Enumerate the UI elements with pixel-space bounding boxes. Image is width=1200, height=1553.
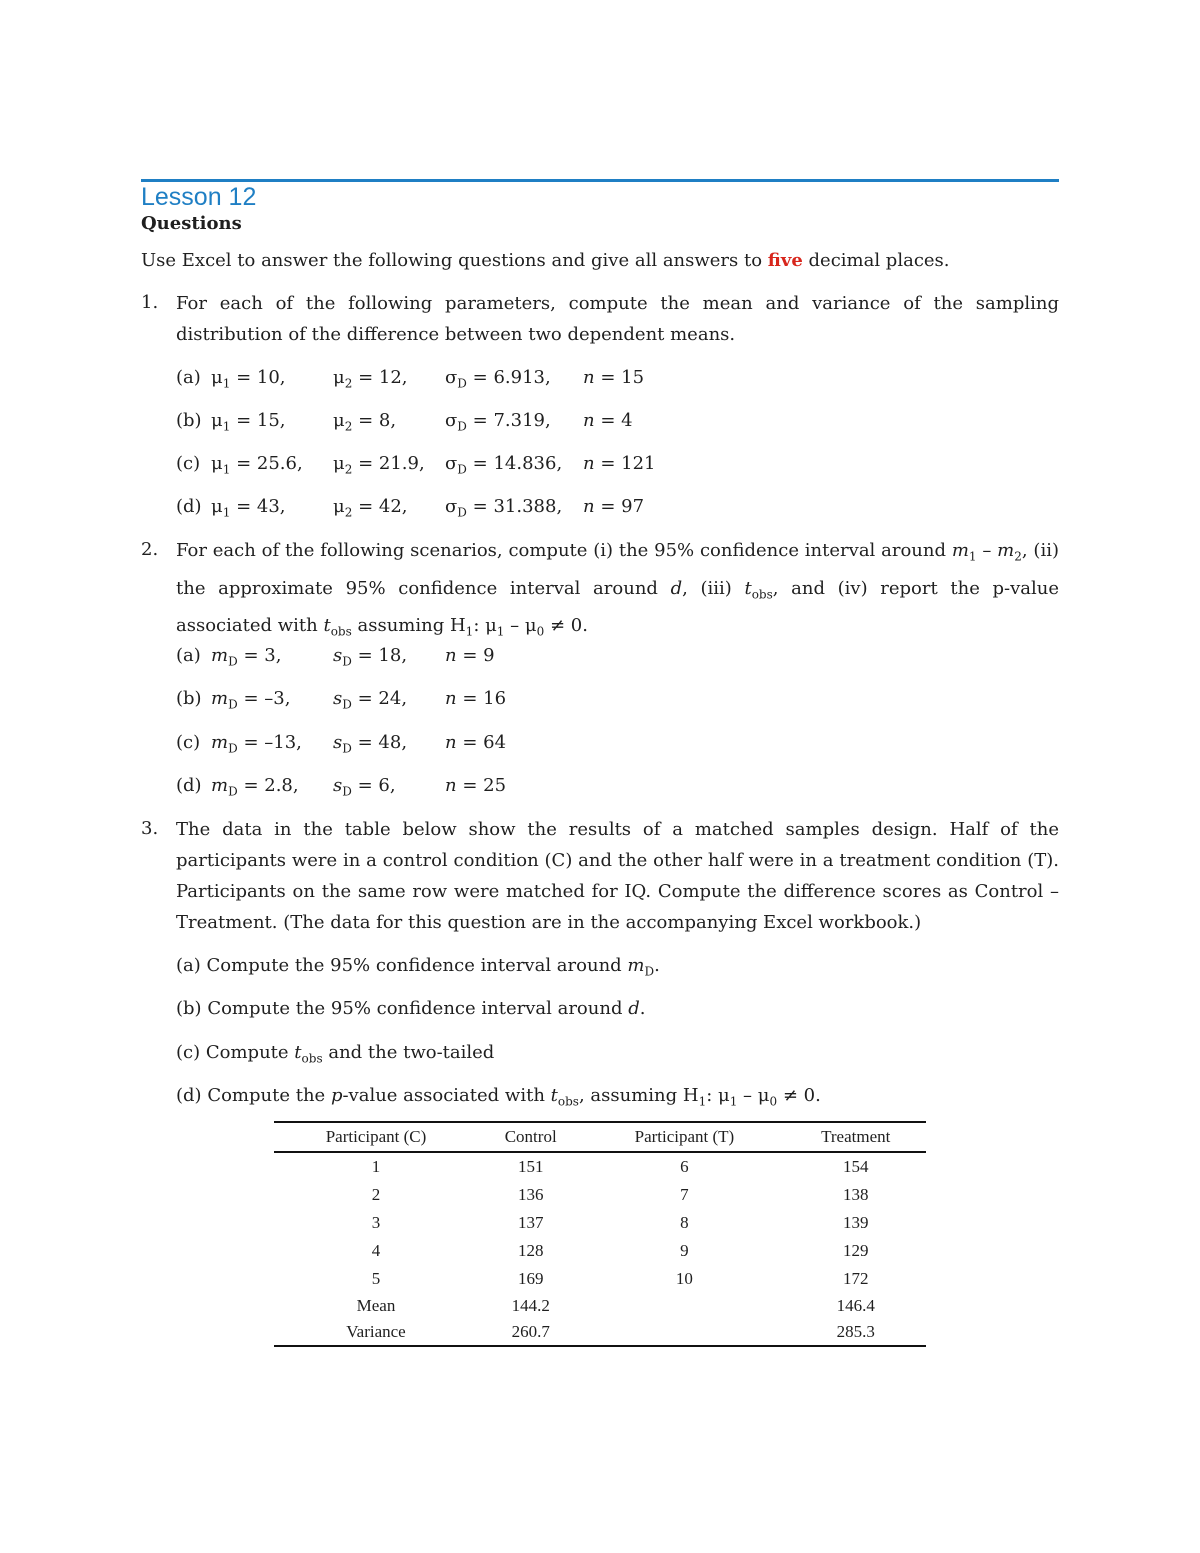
q1-mu1: $\mu_1 = 43$, <box>211 496 286 520</box>
table-cell: 7 <box>680 1185 689 1204</box>
q1-n: n = 4 <box>583 410 633 431</box>
q1-mu2: $\mu_2 = 8$, <box>333 410 397 434</box>
q2-sD: $s_D = 48$, <box>333 732 408 756</box>
table-cell: 146.4 <box>836 1296 875 1315</box>
table-cell: 128 <box>517 1241 544 1260</box>
table-cell: 3 <box>371 1213 381 1232</box>
q1-n: n = 15 <box>583 367 645 388</box>
table-row <box>274 1209 926 1237</box>
q2-n: n = 9 <box>445 645 495 666</box>
q1-item-label: (a) <box>176 367 201 388</box>
q1-n: n = 97 <box>583 496 645 517</box>
table-cell: 151 <box>517 1157 544 1176</box>
question-1-number: 1. <box>141 292 159 313</box>
q1-mu2: $\mu_2 = 21.9$, <box>333 453 425 477</box>
q2-mD: $m_D = 2.8$, <box>211 775 299 799</box>
table-cell: 260.7 <box>511 1322 550 1341</box>
header-rule <box>141 179 1059 182</box>
matched-samples-table <box>274 1121 926 1347</box>
table-row <box>274 1265 926 1293</box>
q1-item-label: (c) <box>176 453 201 474</box>
table-cell: 169 <box>517 1269 544 1288</box>
q1-item-label: (b) <box>176 410 202 431</box>
table-summary-row-mean <box>274 1293 926 1319</box>
q1-item-label: (d) <box>176 496 202 517</box>
table-row <box>274 1152 926 1181</box>
q3-item-b: (b) Compute the 95% confidence interval around d. <box>176 998 646 1019</box>
table-cell: 2 <box>371 1185 381 1204</box>
question-1-text: For each of the following parameters, compute the mean and variance of the sampling distribution of the difference between two dependent means. <box>176 293 1059 345</box>
table-cell: Mean <box>356 1296 396 1315</box>
q3-item-c: (c) Compute $t_{obs}$ and the two-tailed <box>176 1042 495 1066</box>
q1-n: n = 121 <box>583 453 656 474</box>
questions-heading: Questions <box>141 213 242 234</box>
q2-mD: $m_D = -3$, <box>211 688 291 712</box>
lesson-title: Lesson 12 <box>141 183 257 211</box>
table-cell: 6 <box>680 1157 689 1176</box>
q1-mu1: $\mu_1 = 15$, <box>211 410 286 434</box>
table-cell: 129 <box>842 1241 869 1260</box>
q2-mD: $m_D = 3$, <box>211 645 282 669</box>
table-cell: 10 <box>675 1269 693 1288</box>
q2-sD: $s_D = 18$, <box>333 645 408 669</box>
q2-sD: $s_D = 24$, <box>333 688 408 712</box>
q1-sigma: $\sigma_D = 7.319$, <box>445 410 551 434</box>
table-cell: 154 <box>842 1157 869 1176</box>
question-3-text: The data in the table below show the results of a matched samples design. Half of the participants were in a control condition (C) and the other half were in a treatment condition (T). Participants on the same row were matched for IQ. Compute the difference scores as Control – Treatment. (The data for this question are in the accompanying Excel workbook.) <box>176 819 1059 933</box>
q2-item-label: (c) <box>176 732 201 753</box>
table-cell: 139 <box>842 1213 869 1232</box>
q1-mu1: $\mu_1 = 10$, <box>211 367 286 391</box>
q1-sigma: $\sigma_D = 31.388$, <box>445 496 563 520</box>
question-2-text: For each of the following scenarios, compute (i) the 95% confidence interval around $m_1 - m_2$, (ii) the approximate 95% confidence interval around d, (iii) $t_{obs}$, and (iv) report the p-value associated with $t_{obs}$ assuming $H_1$: $\mu_1 - \mu_0 \ne 0$. <box>176 540 1060 639</box>
table-cell: 172 <box>842 1269 869 1288</box>
table-cell: 9 <box>680 1241 689 1260</box>
table-cell: 1 <box>371 1157 381 1176</box>
q2-mD: $m_D = -13$, <box>211 732 302 756</box>
table-cell: 4 <box>371 1241 381 1260</box>
table-cell <box>583 1293 785 1319</box>
table-header-row <box>274 1122 926 1152</box>
column-header: Participant (C) <box>274 1122 478 1152</box>
column-header: Treatment <box>785 1122 926 1152</box>
q2-item-label: (d) <box>176 775 202 796</box>
five-highlight: five <box>767 250 803 271</box>
table-cell <box>583 1319 785 1346</box>
table-cell: 8 <box>680 1213 689 1232</box>
q2-sD: $s_D = 6$, <box>333 775 396 799</box>
intro-instructions: Use Excel to answer the following questions and give all answers to five decimal places. <box>141 250 950 271</box>
q1-mu1: $\mu_1 = 25.6$, <box>211 453 303 477</box>
table-summary-row-variance <box>274 1319 926 1346</box>
column-header: Participant (T) <box>583 1122 785 1152</box>
q2-n: n = 64 <box>445 732 507 753</box>
q1-mu2: $\mu_2 = 42$, <box>333 496 408 520</box>
table-cell: 137 <box>517 1213 544 1232</box>
table-cell: 144.2 <box>511 1296 550 1315</box>
question-2-number: 2. <box>141 539 159 560</box>
q1-mu2: $\mu_2 = 12$, <box>333 367 408 391</box>
table-cell: 138 <box>842 1185 869 1204</box>
q3-item-d: (d) Compute the p-value associated with $t_{obs}$, assuming $H_1$: $\mu_1 - \mu_0 \ne 0$. <box>176 1085 821 1109</box>
q2-n: n = 16 <box>445 688 507 709</box>
column-header: Control <box>478 1122 583 1152</box>
q1-sigma: $\sigma_D = 6.913$, <box>445 367 551 391</box>
table-cell: 5 <box>371 1269 381 1288</box>
q2-item-label: (b) <box>176 688 202 709</box>
q1-sigma: $\sigma_D = 14.836$, <box>445 453 563 477</box>
table-row <box>274 1181 926 1209</box>
table-cell: 285.3 <box>836 1322 875 1341</box>
q2-n: n = 25 <box>445 775 507 796</box>
q3-item-a: (a) Compute the 95% confidence interval around $m_D$. <box>176 955 660 979</box>
table-cell: 136 <box>517 1185 544 1204</box>
q2-item-label: (a) <box>176 645 201 666</box>
table-row <box>274 1237 926 1265</box>
table-cell: Variance <box>346 1322 406 1341</box>
question-3-number: 3. <box>141 818 159 839</box>
